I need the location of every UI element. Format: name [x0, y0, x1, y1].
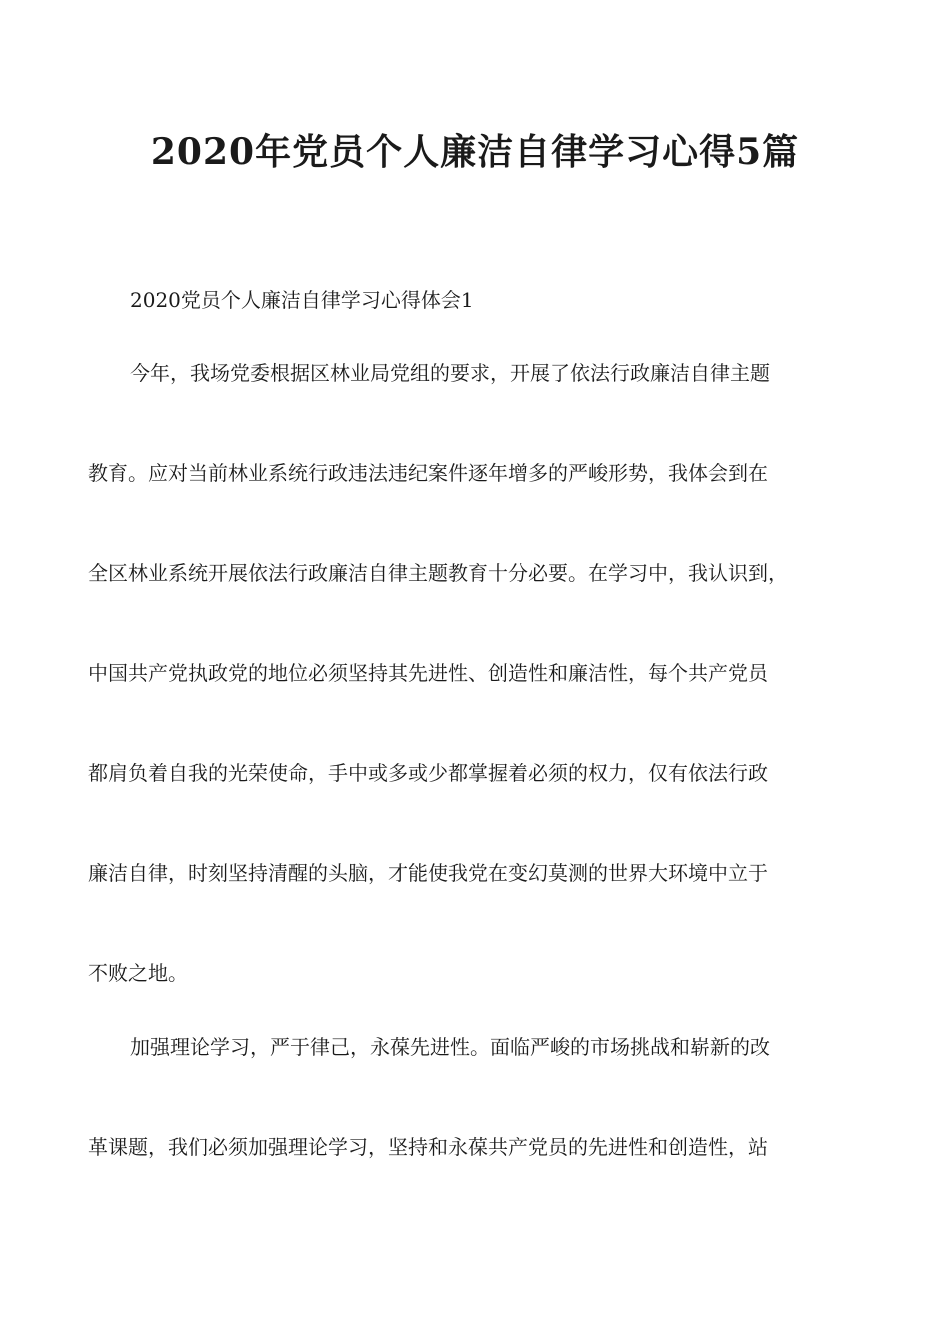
paragraph-line: 教育。应对当前林业系统行政违法违纪案件逐年增多的严峻形势，我体会到在	[88, 461, 768, 485]
paragraph-line: 都肩负着自我的光荣使命，手中或多或少都掌握着必须的权力，仅有依法行政	[88, 761, 768, 785]
paragraph-line: 加强理论学习，严于律己，永葆先进性。面临严峻的市场挑战和崭新的改	[130, 1035, 770, 1059]
document-title: 2020年党员个人廉洁自律学习心得5篇	[150, 131, 800, 173]
paragraph-line: 中国共产党执政党的地位必须坚持其先进性、创造性和廉洁性，每个共产党员	[88, 661, 768, 685]
section-heading: 2020党员个人廉洁自律学习心得体会1	[130, 288, 474, 312]
paragraph-line: 廉洁自律，时刻坚持清醒的头脑，才能使我党在变幻莫测的世界大环境中立于	[88, 861, 768, 885]
paragraph-line: 全区林业系统开展依法行政廉洁自律主题教育十分必要。在学习中，我认识到，	[88, 561, 788, 585]
paragraph-line: 革课题，我们必须加强理论学习，坚持和永葆共产党员的先进性和创造性，站	[88, 1135, 768, 1159]
paragraph-line: 今年，我场党委根据区林业局党组的要求，开展了依法行政廉洁自律主题	[130, 361, 770, 385]
paragraph-line: 不败之地。	[88, 961, 188, 985]
